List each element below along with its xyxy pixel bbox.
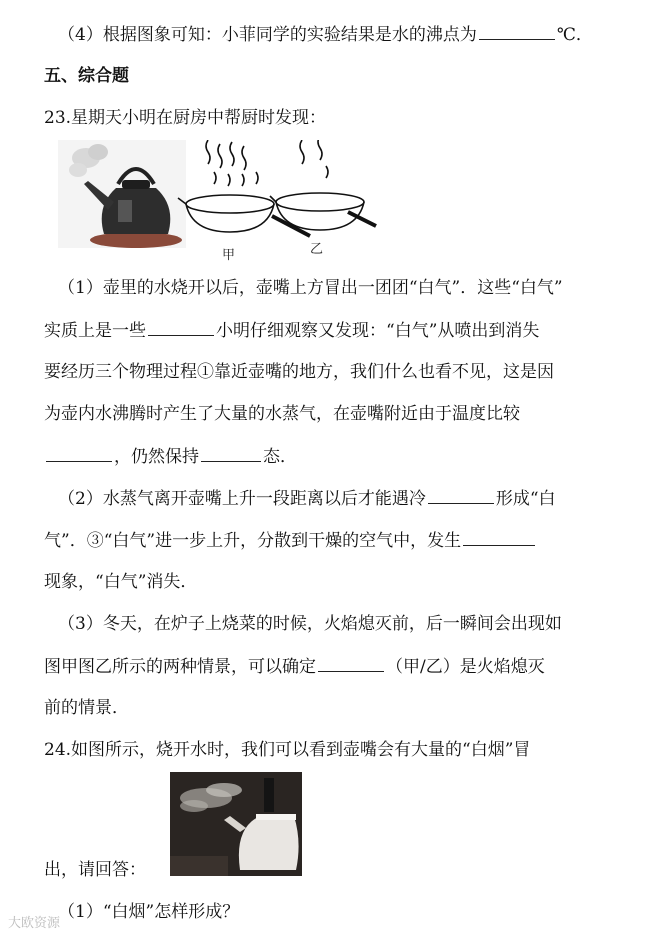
- watermark-logo: 大欧资源: [8, 916, 61, 931]
- q23-stem: 23.星期天小明在厨房中帮厨时发现：: [44, 108, 327, 128]
- q23-part1-line5: ，仍然保持 态．: [44, 444, 297, 469]
- section-title: 五、综合题: [44, 66, 129, 86]
- answer-blank: [46, 444, 112, 462]
- q23-part3-line2: 图甲图乙所示的两种情景，可以确定 （甲/乙）是火焰熄灭: [44, 654, 545, 679]
- pan-jia-illustration: [178, 140, 310, 236]
- q23-part3-line3: 前的情景．: [44, 698, 129, 718]
- q23-part1-line3: 要经历三个物理过程①靠近壶嘴的地方，我们什么也看不见，这是因: [44, 362, 554, 382]
- q23-part2-line2: 气”．③“白气”进一步上升，分散到干燥的空气中，发生: [44, 528, 537, 553]
- q24-question1: （1）“白烟”怎样形成？: [58, 902, 240, 922]
- answer-blank: [201, 444, 261, 462]
- q23-figure: [58, 140, 378, 262]
- kettle-illustration: [58, 140, 186, 248]
- kettle-steam-photo: [170, 772, 302, 876]
- q23-part2-line3: 现象，“白气”消失．: [44, 572, 198, 592]
- figure-label-jia: 甲: [222, 248, 236, 263]
- q24-stem: 24.如图所示，烧开水时，我们可以看到壶嘴会有大量的“白烟”冒: [44, 740, 531, 760]
- answer-blank: [148, 318, 214, 336]
- q23-part2-line1: （2）水蒸气离开壶嘴上升一段距离以后才能遇冷 形成“白: [58, 486, 556, 511]
- answer-blank: [479, 22, 555, 40]
- figure-label-yi: 乙: [310, 242, 324, 257]
- q23-part1-line1: （1）壶里的水烧开以后，壶嘴上方冒出一团团“白气”．这些“白气”: [58, 278, 563, 298]
- pan-yi-illustration: [270, 140, 376, 230]
- answer-blank: [318, 654, 384, 672]
- q22-part4: （4）根据图象可知：小菲同学的实验结果是水的沸点为 ℃．: [58, 22, 593, 47]
- q23-part1-line2: 实质上是一些 小明仔细观察又发现：“白气”从喷出到消失: [44, 318, 539, 343]
- answer-blank: [463, 528, 535, 546]
- q24-stem-cont: 出，请回答：: [44, 860, 146, 880]
- q23-part3-line1: （3）冬天，在炉子上烧菜的时候，火焰熄灭前，后一瞬间会出现如: [58, 614, 562, 634]
- answer-blank: [428, 486, 494, 504]
- q23-part1-line4: 为壶内水沸腾时产生了大量的水蒸气，在壶嘴附近由于温度比较: [44, 404, 520, 424]
